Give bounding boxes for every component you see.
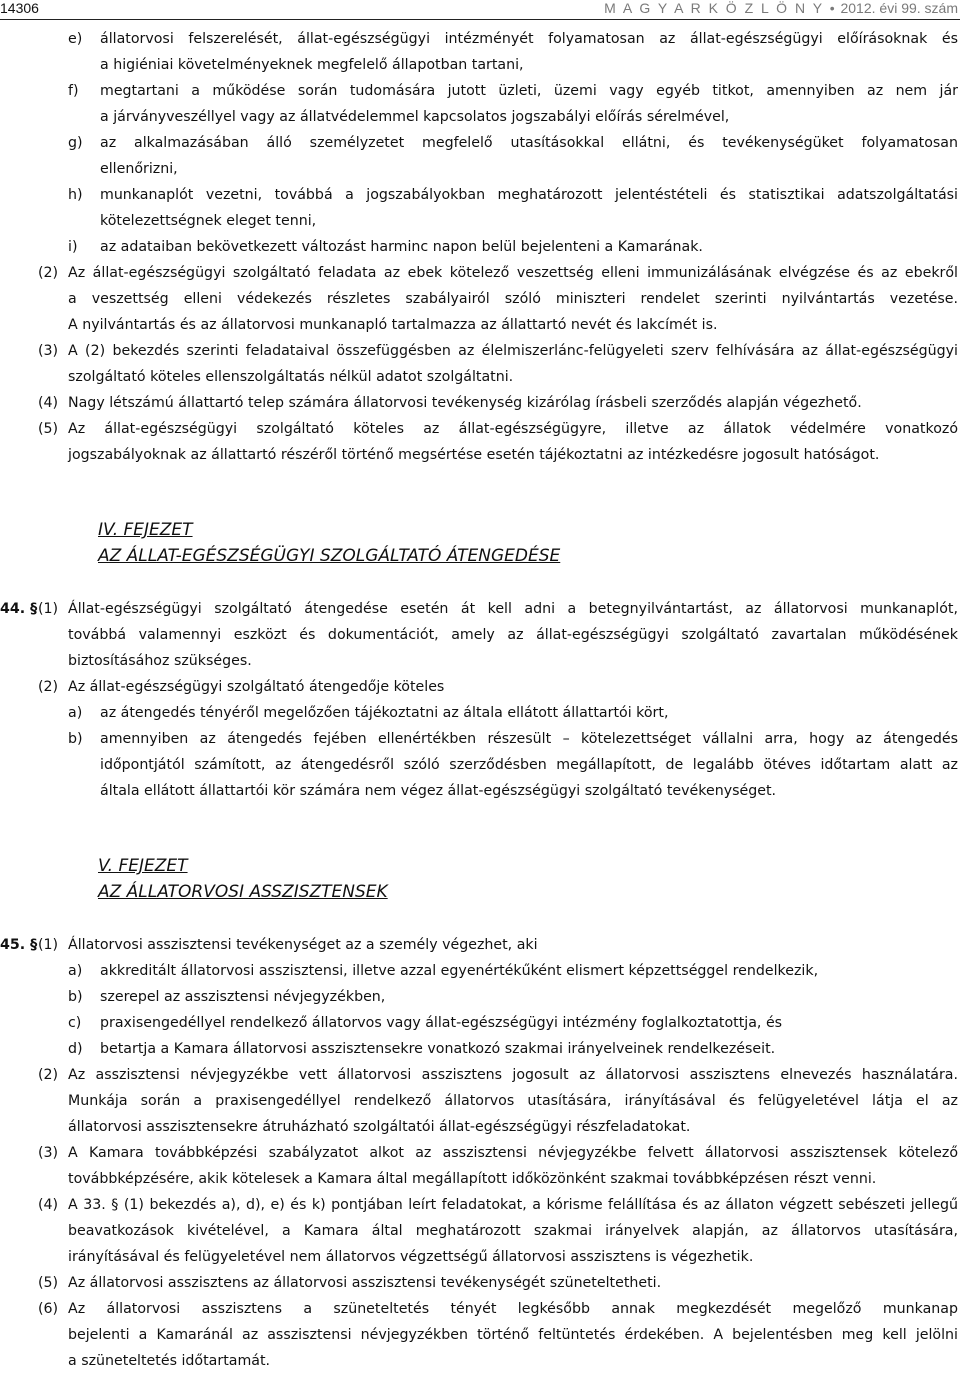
text-line: irányításával és felügyeletével nem állatorvos végzettségű állatorvosi asszisztens is végezhetik.	[68, 1249, 754, 1265]
text-line: továbbá valamennyi eszközt és dokumentációt, amely az állat-egészségügyi szolgáltató zavartalan működésének	[68, 627, 958, 643]
item-label: c)	[68, 1015, 82, 1031]
text-line: A (2) bekezdés szerinti feladataival összefüggésben az élelmiszerlánc-felügyeleti szerv felhívására az állat-egészségügyi	[68, 343, 958, 359]
item-label: a)	[68, 963, 83, 979]
chapter-title: AZ ÁLLATORVOSI ASSZISZTENSEK	[98, 882, 388, 902]
chapter-number: V. FEJEZET	[98, 856, 188, 876]
text-line: ellenőrizni,	[100, 161, 178, 177]
text-line: Az állat-egészségügyi szolgáltató köteles az állat-egészségügyre, illetve az állatok védelmére vonatkozó	[68, 421, 958, 437]
text-line: kötelezettségnek eleget tenni,	[100, 213, 317, 229]
item-label: (5)	[38, 1275, 59, 1291]
text-line: biztosításához szükséges.	[68, 653, 252, 669]
text-line: szolgáltató köteles ellenszolgáltatás nélkül adatot szolgáltatni.	[68, 369, 514, 385]
text-line: az alkalmazásában álló személyzetet megfelelő utasításokkal ellátni, és tevékenységüket folyamatosan	[100, 135, 958, 151]
text-line: betartja a Kamara állatorvosi asszisztensekre vonatkozó szakmai irányelveinek rendelkezéseit.	[100, 1041, 776, 1057]
text-line: időpontjától számított, az átengedésről szóló szerződésben megállapított, de legalább ötéves időtartam alatt az	[100, 757, 958, 773]
item-label: (2)	[38, 1067, 59, 1083]
text-line: Munkája során a praxisengedéllyel rendelkező állatorvos utasítására, irányításával és felügyeletével látja el az	[68, 1093, 958, 1109]
text-line: Állat-egészségügyi szolgáltató átengedése esetén át kell adni a betegnyilvántartást, az állatorvosi munkanaplót,	[68, 601, 958, 617]
item-label: (2)	[38, 679, 59, 695]
text-line: a szüneteltetés időtartamát.	[68, 1353, 271, 1369]
text-line: beavatkozások kivételével, a Kamara által meghatározott szakmai irányelvek alapján, az állatorvos utasítására,	[68, 1223, 958, 1239]
section-number: 44. §	[0, 601, 38, 617]
text-line: Az állatorvosi asszisztens az állatorvosi asszisztensi tevékenységét szüneteltetheti.	[68, 1275, 662, 1291]
text-line: amennyiben az átengedés fejében ellenértékben részesült – kötelezettséget vállalni arra, hogy az átengedés	[100, 731, 958, 747]
journal-issue	[604, 0, 958, 16]
text-line: jogszabályoknak az állattartó részéről történő megsértése esetén tájékoztatni az intézkedésre jogosult hatóságot.	[68, 447, 880, 463]
page-number: 14306	[0, 0, 39, 16]
item-label: h)	[68, 187, 83, 203]
text-line: A Kamara továbbképzési szabályzatot alkot az asszisztensi névjegyzékbe felvett állatorvosi asszisztensek kötelező	[68, 1145, 958, 1161]
text-line: Az asszisztensi névjegyzékbe vett állatorvosi asszisztens jogosult az állatorvosi asszisztens elnevezés használatára.	[68, 1067, 958, 1083]
item-label: (3)	[38, 1145, 59, 1161]
page-header	[0, 0, 960, 18]
text-line: Nagy létszámú állattartó telep számára állatorvosi tevékenység kizárólag írásbeli szerződés alapján végezhető.	[68, 395, 862, 411]
item-label: d)	[68, 1041, 83, 1057]
item-label: i)	[68, 239, 78, 255]
item-label: b)	[68, 989, 83, 1005]
text-line: praxisengedéllyel rendelkező állatorvos vagy állat-egészségügyi intézmény foglalkoztatottja, és	[100, 1015, 783, 1031]
text-line: bejelenti a Kamaránál az asszisztensi névjegyzékben történő feltüntetés érdekében. A bejelentésben meg kell jelölni	[68, 1327, 958, 1343]
text-line: a járványveszéllyel vagy az állatvédelemmel kapcsolatos jogszabályi előírás sérelmével,	[100, 109, 730, 125]
text-line: A nyilvántartás és az állatorvosi munkanapló tartalmazza az állattartó nevét és lakcímét is.	[68, 317, 718, 333]
chapter-title: AZ ÁLLAT-EGÉSZSÉGÜGYI SZOLGÁLTATÓ ÁTENGEDÉSE	[98, 546, 561, 566]
item-label: g)	[68, 135, 83, 151]
text-line: megtartani a működése során tudomására jutott üzleti, üzemi vagy egyéb titkot, amennyiben az nem jár	[100, 83, 958, 99]
item-label: (6)	[38, 1301, 59, 1317]
journal-name: M A G Y A R K Ö Z L Ö N Y	[604, 0, 824, 16]
text-line: állatorvosi felszerelését, állat-egészségügyi intézményét folyamatosan az állat-egészségügyi előírásoknak és	[100, 31, 958, 47]
text-line: állatorvosi asszisztensekre átruházható szolgáltatói állat-egészségügyi részfeladatokat.	[68, 1119, 691, 1135]
text-line: akkreditált állatorvosi asszisztensi, illetve azzal egyenértékűként elismert képzettséggel rendelkezik,	[100, 963, 819, 979]
text-line: Az állat-egészségügyi szolgáltató átengedője köteles	[68, 679, 445, 695]
text-line: Az állat-egészségügyi szolgáltató feladata az ebek kötelező veszettség elleni immunizálásának elvégzése és az ebekről	[68, 265, 958, 281]
item-label: (4)	[38, 1197, 59, 1213]
text-line: az adataiban bekövetkezett változást harminc napon belül bejelenteni a Kamarának.	[100, 239, 703, 255]
issue-label: 2012. évi 99. szám	[840, 0, 958, 16]
text-line: Az állatorvosi asszisztens a szüneteltetés tényét legkésőbb annak megkezdését megelőző munkanap	[68, 1301, 958, 1317]
chapter-number: IV. FEJEZET	[98, 520, 193, 540]
item-label: f)	[68, 83, 79, 99]
item-label: b)	[68, 731, 83, 747]
text-line: továbbképzésére, akik kötelesek a Kamara által megállapított időközönként szakmai továbbképzésen részt venni.	[68, 1171, 877, 1187]
item-label: (4)	[38, 395, 59, 411]
bullet-separator: •	[829, 0, 835, 16]
item-label: (3)	[38, 343, 59, 359]
text-line: az átengedés tényéről megelőzően tájékoztatni az általa ellátott állattartói kört,	[100, 705, 669, 721]
text-line: általa ellátott állattartói kör számára nem végez állat-egészségügyi szolgáltató tevékenységet.	[100, 783, 777, 799]
item-label: (1)	[38, 937, 59, 953]
item-label: (2)	[38, 265, 59, 281]
text-line: a higiéniai követelményeknek megfelelő állapotban tartani,	[100, 57, 524, 73]
item-label: a)	[68, 705, 83, 721]
item-label: (5)	[38, 421, 59, 437]
item-label: (1)	[38, 601, 59, 617]
section-number: 45. §	[0, 937, 38, 953]
text-line: szerepel az asszisztensi névjegyzékben,	[100, 989, 386, 1005]
text-line: Állatorvosi asszisztensi tevékenységet az a személy végezhet, aki	[68, 937, 538, 953]
text-line: a veszettség elleni védekezés részletes szabályairól szóló miniszteri rendelet szerinti nyilvántartás vezetése.	[68, 291, 958, 307]
text-line: A 33. § (1) bekezdés a), d), e) és k) pontjában leírt feladatokat, a kórisme felállítása és az állaton végzett sebészeti jellegű	[68, 1197, 958, 1213]
item-label: e)	[68, 31, 83, 47]
header-rule	[0, 19, 960, 20]
text-line: munkanaplót vezetni, továbbá a jogszabályokban meghatározott jelentéstételi és statisztikai adatszolgáltatási	[100, 187, 958, 203]
